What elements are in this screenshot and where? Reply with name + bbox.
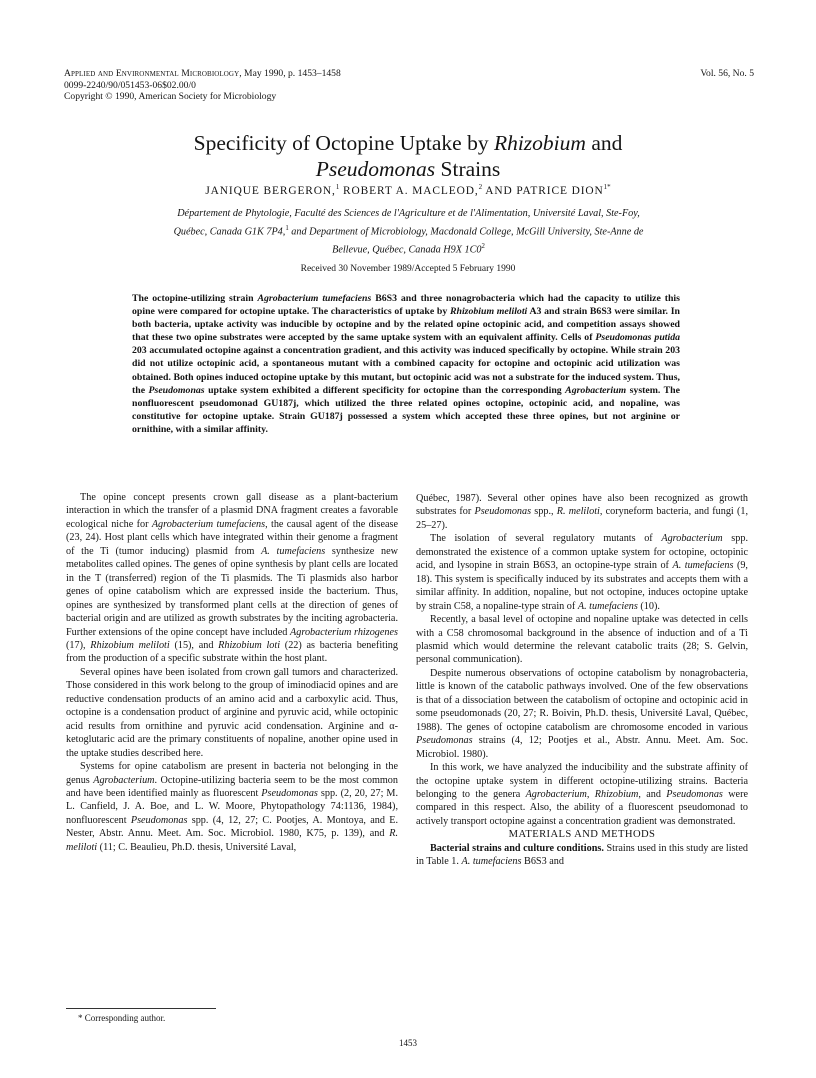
page-number: 1453 [399, 1038, 417, 1048]
intro-paragraph [416, 667, 748, 761]
text-run: Despite numerous observations of octopine catabolism by nonagrobacteria, little is known of the catabolic pathways involved. One of the few observations is that of a dissociation between the catabolism of octopine and octopinic acid in some pseudomonads (20, 27; R. Boivin, Ph.D. thesis, Université Laval, Québec, 1988). The genes of octopine catabolism are chromosome encoded in various [416, 667, 748, 733]
text-run: A3 and strain B6S3 were similar. In both bacteria, uptake activity was inducible by octopine and by the related opine octopinic acid, and competition assays showed that these two opine substrates were accepted by the same uptake system with an equivalent affinity. Cells of [132, 306, 680, 344]
section-heading-methods: MATERIALS AND METHODS [508, 829, 656, 841]
italic-term: Rhizobium meliloti [449, 306, 528, 318]
text-run: . Octopine-utilizing bacteria seem to be the most common and have been identified mainly as fluorescent [66, 774, 398, 799]
copyright-line: Copyright © 1990, American Society for Microbiology [64, 91, 277, 102]
text-run: Systems for opine catabolism are present in bacteria not belonging in the genus [66, 761, 398, 786]
italic-term: A. tumefaciens [672, 560, 734, 572]
italic-term: Rhizobium [594, 788, 639, 800]
italic-term: Agrobacterium rhizogenes [290, 626, 398, 638]
author-name: JANIQUE BERGERON, [205, 184, 336, 197]
received-date: Received 30 November 1989/Accepted 5 February 1990 [300, 264, 516, 274]
text-run: spp. demonstrated the existence of a common uptake system for octopine, octopinic acid, and lysopine in strain B6S3, an octopine-type strain of [416, 533, 748, 572]
journal-citation [64, 68, 754, 80]
italic-term: Pseudomonas putida [595, 332, 681, 344]
italic-term: Pseudomonas [666, 788, 723, 800]
text-run: In this work, we have analyzed the inducibility and the substrate affinity of the octopine uptake system in different octopine-utilizing strains. Bacteria belonging to the genera [416, 762, 748, 800]
italic-term: Pseudomonas [261, 787, 318, 799]
italic-term: Pseudomonas [130, 814, 188, 826]
text-run: synthesize new metabolites called opines. The genes of opine synthesis by plant cells are located in the T (transferred) region of the Ti plasmids. The Ti plasmids also harbor genes of opine catabolism which are expressed inside the bacterium. Thus, opines are synthesized by transformed plant cells at the direction of genes of bacterial origin and are utilized as growth substrates by the inciting agrobacteria. Further extensions of the opine concept have included [66, 545, 398, 638]
text-run: The isolation of several regulatory mutants of [430, 533, 662, 545]
subsection-title: Bacterial strains and culture conditions. [430, 842, 604, 854]
text-run: The opine concept presents crown gall disease as a plant-bacterium interaction in which the transfer of a plasmid DNA fragment creates a favorable ecological niche for [66, 492, 398, 530]
intro-paragraph [66, 760, 398, 854]
text-run: uptake system exhibited a different specificity for octopine than the corresponding [204, 384, 566, 396]
footnote-corresponding-author: * Corresponding author. [78, 1013, 166, 1023]
intro-paragraph [416, 613, 748, 667]
text-run: The octopine-utilizing strain [132, 293, 258, 304]
text-run: strains (4, 12; Pootjes et al., Abstr. Annu. Meet. Am. Soc. Microbiol. 1980). [416, 735, 748, 760]
italic-term: Rhizobium meliloti [90, 639, 170, 651]
italic-term: R. meliloti [66, 828, 398, 853]
text-run: system. The nonfluorescent pseudomonad GU187j, which utilized the three related opines octopine, octopinic acid, and nopaline, was constitutive for octopine uptake. Strain GU187j possessed a system which accepted these three opines, but not arginine or ornithine, with a similar affinity. [132, 384, 680, 435]
text-run: Recently, a basal level of octopine and nopaline uptake was detected in cells with a C58 chromosomal background in the absence of induction and of a Ti plasmid which would determine the relevant catabolic traits (28; S. Gelvin, personal communication). [416, 614, 748, 666]
text-run: , and [638, 788, 667, 800]
italic-term: Rhizobium loti [218, 639, 281, 651]
author-name: AND PATRICE DION [482, 184, 604, 197]
italic-term: R. meliloti [556, 506, 600, 518]
left-column [66, 491, 398, 854]
intro-paragraph [416, 761, 748, 828]
text-run: , coryneform bacteria, and fungi (1, 25–27). [416, 506, 748, 531]
text-run: (11; C. Beaulieu, Ph.D. thesis, Université Laval, [97, 841, 297, 853]
text-run: spp., [531, 506, 557, 518]
italic-term: A. tumefaciens [461, 856, 522, 868]
volume-number: Vol. 56, No. 5 [700, 68, 754, 79]
intro-paragraph [416, 532, 748, 613]
text-run: (10). [637, 600, 660, 612]
author-name: ROBERT A. MACLEOD, [339, 184, 479, 197]
italic-term: Agrobacterium [525, 788, 587, 800]
italic-term: A. tumefaciens [577, 600, 638, 612]
text-run: , [586, 788, 595, 800]
footnote-divider [66, 1008, 216, 1009]
italic-term: Agrobacterium [661, 533, 723, 545]
intro-paragraph [66, 491, 398, 666]
text-run: (15), and [169, 639, 219, 651]
text-run: B6S3 and [521, 856, 564, 868]
methods-paragraph [416, 842, 748, 869]
text-run: Several opines have been isolated from crown gall tumors and characterized. Those considered in this work belong to the group of iminodiacid opines and are reductive condensation products of an amino acid and a carboxylic acid. Thus, octopine is a condensation product of arginine and pyruvic acid, while octopinic acid results from ornithine and pyruvic acid condensation. Arginine and α-ketoglutaric acid are the primary constituents of nopaline, another opine used in the uptake studies described here. [66, 666, 398, 759]
text-run: Québec, 1987). Several other opines have also been recognized as growth substrates for [416, 493, 748, 518]
right-column [416, 492, 748, 869]
article-code: 0099-2240/90/051453-06$02.00/0 [64, 79, 196, 91]
italic-term: A. tumefaciens [261, 545, 326, 557]
italic-term: Agrobacterium [93, 774, 155, 786]
italic-term: Agrobacterium tumefaciens [257, 293, 372, 304]
text-run: (22) as bacteria benefiting from the production of a specific substrate within the host plant. [66, 639, 398, 665]
journal-name: Applied and Environmental Microbiology [64, 68, 240, 79]
issue-info: , May 1990, p. 1453–1458 [239, 68, 341, 79]
text-run: (9, 18). This system is specifically induced by its substrates and accepts them with a similar affinity. In addition, nopaline, but not octopine, induces octopine uptake by strain C58, a nopaline-type strain of [416, 560, 748, 612]
italic-term: Pseudomonas [148, 384, 205, 396]
text-run: 203 accumulated octopine against a concentration gradient, and this activity was induced specifically by octopine. While strain 203 did not utilize octopinic acid, a spontaneous mutant with a combined capacity for octopine and octopinic acid utilization was obtained. Both opines induced octopine uptake by this mutant, but octopinic acid was not a substrate for the induced system. Thus, the [132, 345, 680, 396]
intro-paragraph-continued [416, 492, 748, 532]
text-run: , the causal agent of the disease (23, 24). Host plant cells which have integrated within their genome a fragment of the Ti (tumor inducing) plasmid from [66, 518, 398, 557]
text-run: were compared in this respect. Also, the ability of a fluorescent pseudomonad to actively transport octopine against a concentration gradient was demonstrated. [416, 788, 748, 827]
text-run: spp. (4, 12, 27; C. Pootjes, A. Montoya, and E. Nester, Abstr. Annu. Meet. Am. Soc. Microbiol. 1980, K75, p. 139), and [66, 814, 398, 840]
text-run: B6S3 and three nonagrobacteria which had the capacity to utilize this opine were compared for octopine uptake. The characteristics of uptake by [132, 293, 680, 318]
title-italic-pseudomonas: Pseudomonas [315, 157, 436, 181]
text-run: Strains used in this study are listed in Table 1. [416, 842, 749, 868]
article-title: Specificity of Octopine Uptake by Rhizobium and Pseudomonas Strains [193, 131, 623, 181]
abstract [132, 292, 680, 436]
italic-term: Pseudomonas [416, 735, 473, 747]
title-italic-rhizobium: Rhizobium [493, 131, 586, 155]
author-list: JANIQUE BERGERON,$^1$ ROBERT A. MACLEOD,$^2$ AND PATRICE $DION^{1*}$ [205, 183, 611, 197]
italic-term: Agrobacterium [565, 384, 627, 396]
journal-masthead [64, 68, 754, 103]
italic-term: Pseudomonas [474, 506, 532, 518]
text-run: spp. (2, 20, 27; M. L. Canfield, J. A. Boe, and L. W. Moore, Phytopathology 74:1136, 1984), nonfluorescent [66, 787, 399, 826]
text-run: (17), [66, 639, 91, 651]
italic-term: Agrobacterium tumefaciens [151, 518, 266, 530]
affiliations: Département de Phytologie, Faculté des Sciences de l'Agriculture et de l'Alimentation, Université Laval, Ste-Foy, Québec, Canada G1K 7P4,$^1$ and Department of Microbiology, Macdonald College, McGill University, Ste-Anne de Bellevue, Québec, Canada H9X $1C0^2$ [173, 208, 644, 255]
intro-paragraph [66, 666, 398, 760]
